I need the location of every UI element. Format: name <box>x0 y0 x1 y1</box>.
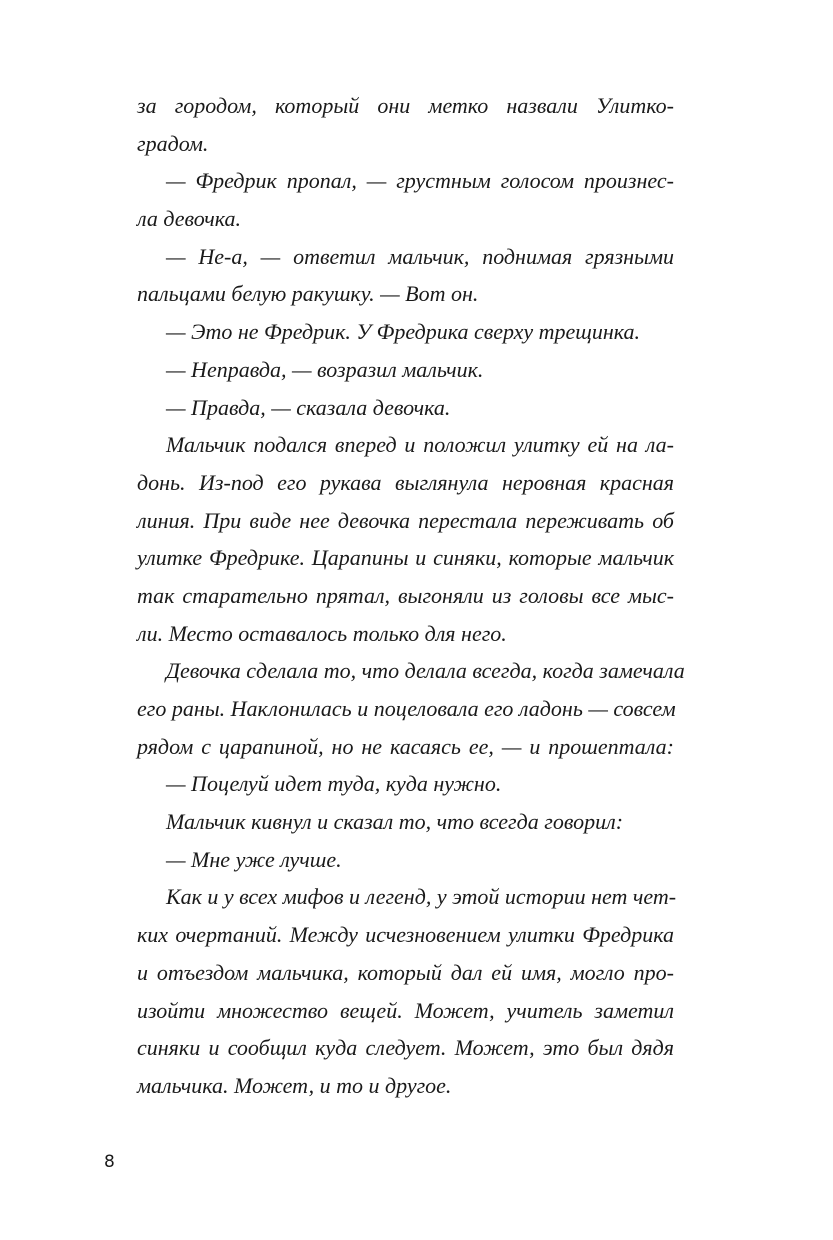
text-line: — Фредрик пропал, — грустным голосом произнес- <box>166 168 674 194</box>
text-line: градом. <box>137 130 209 156</box>
text-line: Мальчик подался вперед и положил улитку ей на ла- <box>166 432 674 458</box>
text-line: — Правда, — сказала девочка. <box>166 394 451 420</box>
text-line: — Это не Фредрик. У Фредрика сверху трещинка. <box>166 319 641 345</box>
text-line: и отъездом мальчика, который дал ей имя, могло про- <box>137 959 674 985</box>
text-line: линия. При виде нее девочка перестала переживать об <box>137 507 674 533</box>
text-line: ких очертаний. Между исчезновением улитки Фредрика <box>137 922 674 948</box>
text-line: Как и у всех мифов и легенд, у этой истории нет чет- <box>166 884 677 910</box>
text-line: ла девочка. <box>137 206 241 232</box>
text-line: — Неправда, — возразил мальчик. <box>166 356 484 382</box>
text-line: синяки и сообщил куда следует. Может, это был дядя <box>137 1035 674 1061</box>
text-line: пальцами белую ракушку. — Вот он. <box>137 281 479 307</box>
text-line: — Поцелуй идет туда, куда нужно. <box>166 771 502 797</box>
text-line: — Мне уже лучше. <box>166 846 342 872</box>
text-line: Мальчик кивнул и сказал то, что всегда говорил: <box>166 809 624 835</box>
text-line: изойти множество вещей. Может, учитель заметил <box>137 997 674 1023</box>
page-number: 8 <box>104 1152 115 1172</box>
text-line: его раны. Наклонилась и поцеловала его ладонь — совсем <box>137 696 676 721</box>
text-line: ли. Место оставалось только для него. <box>137 620 507 646</box>
text-line: рядом с царапиной, но не касаясь ее, — и прошептала: <box>137 733 674 759</box>
body-text <box>137 87 685 1105</box>
text-line: — Не-а, — ответил мальчик, поднимая грязными <box>166 243 674 269</box>
text-line: улитке Фредрике. Царапины и синяки, которые мальчик <box>137 545 674 571</box>
text-line: за городом, который они метко назвали Улитко- <box>137 93 674 118</box>
text-line: мальчика. Может, и то и другое. <box>137 1072 452 1098</box>
text-line: Девочка сделала то, что делала всегда, когда замечала <box>166 658 685 684</box>
text-line: так старательно прятал, выгоняли из головы все мыс- <box>137 582 674 608</box>
text-line: донь. Из-под его рукава выглянула неровная красная <box>137 469 674 495</box>
